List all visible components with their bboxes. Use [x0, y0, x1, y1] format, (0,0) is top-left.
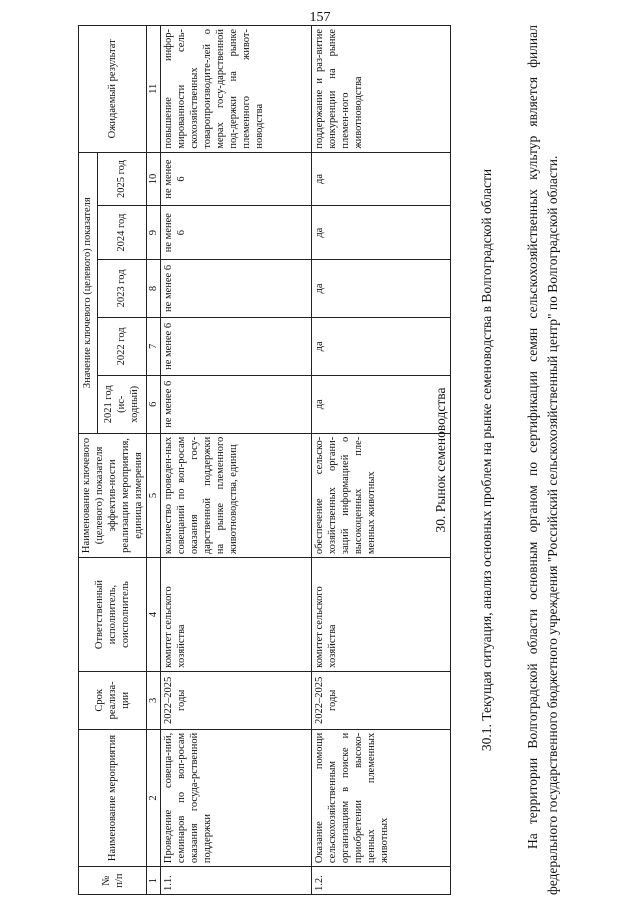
- term: 2022–2025 годы: [312, 671, 451, 729]
- header-indicator: Наименование ключевого (целевого) показателя эффектив-ности реализации мероприятия, единица измерения: [79, 433, 147, 557]
- value-2021: не менее 6: [161, 375, 312, 433]
- indicator-name: обеспечение сельско-хозяйственных органи-заций информацией о высокоценных пле-менных животных: [312, 433, 451, 557]
- column-number: 10: [147, 152, 161, 206]
- header-year-2025: 2025 год: [97, 152, 146, 206]
- value-2022: да: [312, 317, 451, 375]
- expected-result: повышение инфор-мированности сель-скохозяйственных товаропроизводите-лей о мерах госу-дарственной под-держки на рынке племенного живот-новодства: [161, 26, 312, 153]
- row-number: 1.1.: [161, 867, 312, 895]
- column-number: 7: [147, 317, 161, 375]
- column-number: 4: [147, 558, 161, 672]
- value-2025: да: [312, 152, 451, 206]
- executor: комитет сельского хозяйства: [161, 558, 312, 672]
- header-no: № п/п: [79, 867, 147, 895]
- column-number: 6: [147, 375, 161, 433]
- header-indicator-value: Значение ключевого (целевого) показателя: [79, 152, 98, 433]
- table-row: [161, 26, 312, 895]
- measures-table: [78, 25, 451, 895]
- expected-result: поддержание и раз-витие конкуренции на рынке племен-ного животноводства: [312, 26, 451, 153]
- value-2024: не менее 6: [161, 206, 312, 260]
- executor: комитет сельского хозяйства: [312, 558, 451, 672]
- value-2024: да: [312, 206, 451, 260]
- section-title: 30. Рынок семеноводства: [433, 387, 448, 533]
- body-paragraph: На территории Волгоградской области основным органом по сертификации семян сельскохозяйственных культур является филиал федерального государственного бюджетного учреждения "Российский сельскохозяйственный центр" по Волгоградской области.: [525, 25, 560, 895]
- column-number: 8: [147, 259, 161, 317]
- column-number-row: [147, 26, 161, 895]
- table-row: [312, 26, 451, 895]
- header-event: Наименование мероприятия: [79, 729, 147, 866]
- column-number: 3: [147, 671, 161, 729]
- header-year-2022: 2022 год: [97, 317, 146, 375]
- subsection-title: 30.1. Текущая ситуация, анализ основных проблем на рынке семеноводства в Волгоградской области: [479, 168, 494, 752]
- header-year-2024: 2024 год: [97, 206, 146, 260]
- row-number: 1.2.: [312, 867, 451, 895]
- event-name: Оказание помощи сельскохозяйственным организациям в поиске и приобретении высоко-ценных племенных животных: [312, 729, 451, 866]
- term: 2022–2025 годы: [161, 671, 312, 729]
- header-executor: Ответственный исполнитель, соисполнитель: [79, 558, 147, 672]
- column-number: 11: [147, 26, 161, 153]
- column-number: 5: [147, 433, 161, 557]
- column-number: 1: [147, 867, 161, 895]
- value-2022: не менее 6: [161, 317, 312, 375]
- value-2025: не менее 6: [161, 152, 312, 206]
- event-name: Проведение совеща-ний, семинаров по воп-росам оказания госуда-рственной поддержки: [161, 729, 312, 866]
- column-number: 2: [147, 729, 161, 866]
- value-2021: да: [312, 375, 451, 433]
- header-year-2021: 2021 год (ис-ходный): [97, 375, 146, 433]
- header-year-2023: 2023 год: [97, 259, 146, 317]
- rotated-page-content: [20, 25, 620, 895]
- header-term: Срок реализа-ции: [79, 671, 147, 729]
- value-2023: да: [312, 259, 451, 317]
- page-number: 157: [309, 10, 331, 25]
- indicator-name: количество проведен-ных совещаний по воп-росам оказания госу-дарственной поддержки на рынке племенного животноводства, единиц: [161, 433, 312, 557]
- value-2023: не менее 6: [161, 259, 312, 317]
- column-number: 9: [147, 206, 161, 260]
- header-result: Ожидаемый результат: [79, 26, 147, 153]
